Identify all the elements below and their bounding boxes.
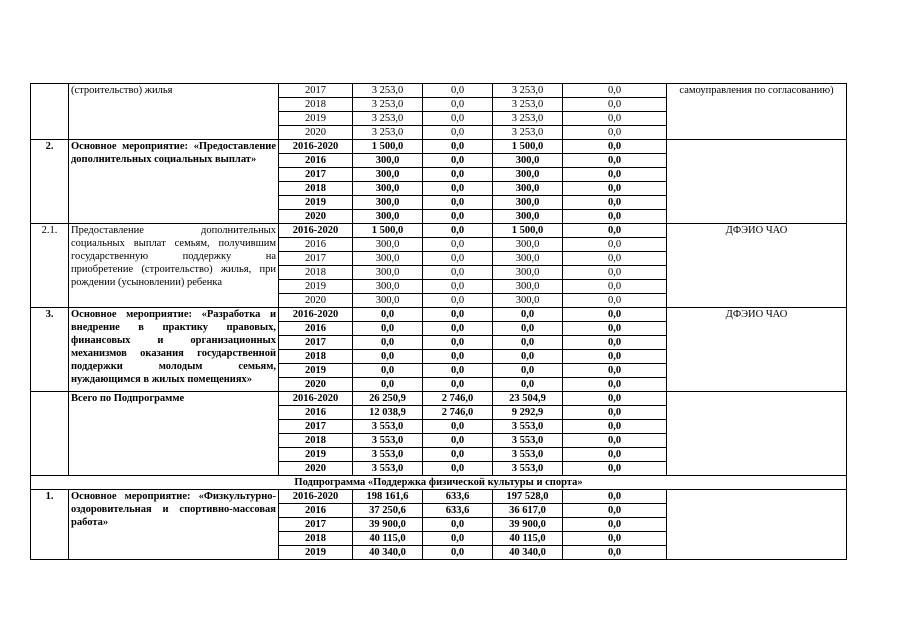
federal-cell: 0,0 (423, 182, 493, 196)
regional-cell: 300,0 (493, 154, 563, 168)
item-description: Основное мероприятие: «Разработка и внедрение в практику правовых, финансовых и организационных механизмов оказания государственной поддержки молодым семьям, нуждающимся в жилых помещениях» (69, 308, 279, 392)
period-cell: 2018 (279, 266, 353, 280)
total-cell: 300,0 (353, 154, 423, 168)
other-cell: 0,0 (563, 182, 667, 196)
other-cell: 0,0 (563, 322, 667, 336)
period-cell: 2017 (279, 518, 353, 532)
period-cell: 2018 (279, 98, 353, 112)
total-cell: 300,0 (353, 294, 423, 308)
federal-cell: 0,0 (423, 434, 493, 448)
federal-cell: 0,0 (423, 378, 493, 392)
regional-cell: 300,0 (493, 196, 563, 210)
total-cell: 0,0 (353, 350, 423, 364)
federal-cell: 0,0 (423, 154, 493, 168)
other-cell: 0,0 (563, 378, 667, 392)
period-cell: 2016-2020 (279, 140, 353, 154)
period-cell: 2016-2020 (279, 392, 353, 406)
total-cell: 3 253,0 (353, 98, 423, 112)
total-cell: 0,0 (353, 364, 423, 378)
period-cell: 2020 (279, 210, 353, 224)
regional-cell: 0,0 (493, 308, 563, 322)
total-cell: 40 340,0 (353, 546, 423, 560)
other-cell: 0,0 (563, 336, 667, 350)
total-cell: 0,0 (353, 308, 423, 322)
federal-cell: 0,0 (423, 168, 493, 182)
federal-cell: 0,0 (423, 252, 493, 266)
other-cell: 0,0 (563, 266, 667, 280)
total-cell: 3 553,0 (353, 434, 423, 448)
federal-cell: 2 746,0 (423, 406, 493, 420)
period-cell: 2020 (279, 462, 353, 476)
period-cell: 2019 (279, 546, 353, 560)
responsible-executor: ДФЭИО ЧАО (667, 224, 847, 308)
regional-cell: 300,0 (493, 238, 563, 252)
federal-cell: 0,0 (423, 336, 493, 350)
regional-cell: 40 115,0 (493, 532, 563, 546)
regional-cell: 3 553,0 (493, 420, 563, 434)
total-cell: 26 250,9 (353, 392, 423, 406)
total-cell: 0,0 (353, 322, 423, 336)
regional-cell: 300,0 (493, 168, 563, 182)
total-cell: 1 500,0 (353, 224, 423, 238)
responsible-executor: ДФЭИО ЧАО (667, 308, 847, 392)
total-cell: 0,0 (353, 336, 423, 350)
federal-cell: 0,0 (423, 364, 493, 378)
federal-cell: 0,0 (423, 224, 493, 238)
regional-cell: 40 340,0 (493, 546, 563, 560)
regional-cell: 3 553,0 (493, 434, 563, 448)
period-cell: 2016 (279, 322, 353, 336)
subprogram-title: Подпрограмма «Поддержка физической культуры и спорта» (31, 476, 847, 490)
subprogram-header-row (31, 476, 847, 490)
other-cell: 0,0 (563, 210, 667, 224)
federal-cell: 633,6 (423, 504, 493, 518)
other-cell: 0,0 (563, 490, 667, 504)
total-cell: 300,0 (353, 168, 423, 182)
period-cell: 2017 (279, 252, 353, 266)
period-cell: 2016-2020 (279, 490, 353, 504)
federal-cell: 0,0 (423, 84, 493, 98)
other-cell: 0,0 (563, 350, 667, 364)
period-cell: 2016-2020 (279, 224, 353, 238)
regional-cell: 300,0 (493, 294, 563, 308)
period-cell: 2019 (279, 280, 353, 294)
regional-cell: 0,0 (493, 350, 563, 364)
item-number: 1. (31, 490, 69, 560)
other-cell: 0,0 (563, 168, 667, 182)
period-cell: 2020 (279, 378, 353, 392)
total-cell: 300,0 (353, 266, 423, 280)
total-cell: 3 553,0 (353, 448, 423, 462)
total-cell: 0,0 (353, 378, 423, 392)
responsible-executor (667, 392, 847, 476)
item-description: Предоставление дополнительных социальных выплат семьям, получившим государственную поддержку на приобретение (строительство) жилья, при рождении (усыновлении) ребенка (69, 224, 279, 308)
period-cell: 2018 (279, 532, 353, 546)
other-cell: 0,0 (563, 546, 667, 560)
period-cell: 2018 (279, 182, 353, 196)
period-cell: 2016 (279, 154, 353, 168)
other-cell: 0,0 (563, 280, 667, 294)
regional-cell: 1 500,0 (493, 224, 563, 238)
period-cell: 2017 (279, 420, 353, 434)
period-cell: 2016 (279, 406, 353, 420)
table-row (31, 140, 847, 154)
period-cell: 2017 (279, 336, 353, 350)
other-cell: 0,0 (563, 126, 667, 140)
regional-cell: 3 253,0 (493, 126, 563, 140)
total-cell: 300,0 (353, 196, 423, 210)
period-cell: 2017 (279, 84, 353, 98)
total-cell: 12 038,9 (353, 406, 423, 420)
item-number (31, 84, 69, 140)
federal-cell: 0,0 (423, 546, 493, 560)
item-number: 2. (31, 140, 69, 224)
table-row (31, 224, 847, 238)
item-description: Основное мероприятие: «Физкультурно-оздоровительная и спортивно-массовая работа» (69, 490, 279, 560)
table-row (31, 308, 847, 322)
regional-cell: 9 292,9 (493, 406, 563, 420)
other-cell: 0,0 (563, 238, 667, 252)
regional-cell: 1 500,0 (493, 140, 563, 154)
item-description: Основное мероприятие: «Предоставление дополнительных социальных выплат» (69, 140, 279, 224)
other-cell: 0,0 (563, 84, 667, 98)
total-cell: 300,0 (353, 238, 423, 252)
regional-cell: 3 253,0 (493, 112, 563, 126)
regional-cell: 300,0 (493, 182, 563, 196)
item-number: 2.1. (31, 224, 69, 308)
total-cell: 37 250,6 (353, 504, 423, 518)
regional-cell: 23 504,9 (493, 392, 563, 406)
other-cell: 0,0 (563, 406, 667, 420)
total-cell: 3 553,0 (353, 420, 423, 434)
regional-cell: 36 617,0 (493, 504, 563, 518)
other-cell: 0,0 (563, 252, 667, 266)
federal-cell: 0,0 (423, 140, 493, 154)
regional-cell: 0,0 (493, 378, 563, 392)
other-cell: 0,0 (563, 364, 667, 378)
item-number: 3. (31, 308, 69, 392)
item-description: Всего по Подпрограмме (69, 392, 279, 476)
other-cell: 0,0 (563, 532, 667, 546)
other-cell: 0,0 (563, 308, 667, 322)
period-cell: 2019 (279, 196, 353, 210)
other-cell: 0,0 (563, 224, 667, 238)
other-cell: 0,0 (563, 294, 667, 308)
other-cell: 0,0 (563, 392, 667, 406)
table-row (31, 490, 847, 504)
regional-cell: 300,0 (493, 252, 563, 266)
regional-cell: 0,0 (493, 322, 563, 336)
federal-cell: 2 746,0 (423, 392, 493, 406)
federal-cell: 0,0 (423, 462, 493, 476)
item-number (31, 392, 69, 476)
period-cell: 2016 (279, 504, 353, 518)
federal-cell: 0,0 (423, 126, 493, 140)
responsible-executor (667, 140, 847, 224)
federal-cell: 0,0 (423, 322, 493, 336)
regional-cell: 3 253,0 (493, 84, 563, 98)
period-cell: 2016 (279, 238, 353, 252)
other-cell: 0,0 (563, 98, 667, 112)
federal-cell: 0,0 (423, 196, 493, 210)
period-cell: 2020 (279, 126, 353, 140)
regional-cell: 300,0 (493, 266, 563, 280)
other-cell: 0,0 (563, 462, 667, 476)
table-row (31, 84, 847, 98)
federal-cell: 633,6 (423, 490, 493, 504)
table-row (31, 392, 847, 406)
other-cell: 0,0 (563, 448, 667, 462)
federal-cell: 0,0 (423, 294, 493, 308)
federal-cell: 0,0 (423, 518, 493, 532)
total-cell: 300,0 (353, 182, 423, 196)
regional-cell: 3 253,0 (493, 98, 563, 112)
federal-cell: 0,0 (423, 448, 493, 462)
total-cell: 300,0 (353, 210, 423, 224)
federal-cell: 0,0 (423, 420, 493, 434)
total-cell: 3 253,0 (353, 84, 423, 98)
total-cell: 198 161,6 (353, 490, 423, 504)
other-cell: 0,0 (563, 112, 667, 126)
federal-cell: 0,0 (423, 350, 493, 364)
other-cell: 0,0 (563, 154, 667, 168)
federal-cell: 0,0 (423, 532, 493, 546)
period-cell: 2020 (279, 294, 353, 308)
total-cell: 3 553,0 (353, 462, 423, 476)
period-cell: 2018 (279, 434, 353, 448)
responsible-executor: самоуправления по согласованию) (667, 84, 847, 140)
total-cell: 40 115,0 (353, 532, 423, 546)
item-description: (строительство) жилья (69, 84, 279, 140)
period-cell: 2018 (279, 350, 353, 364)
regional-cell: 39 900,0 (493, 518, 563, 532)
federal-cell: 0,0 (423, 210, 493, 224)
federal-cell: 0,0 (423, 238, 493, 252)
responsible-executor (667, 490, 847, 560)
federal-cell: 0,0 (423, 98, 493, 112)
regional-cell: 3 553,0 (493, 448, 563, 462)
regional-cell: 0,0 (493, 336, 563, 350)
regional-cell: 197 528,0 (493, 490, 563, 504)
regional-cell: 300,0 (493, 210, 563, 224)
period-cell: 2019 (279, 364, 353, 378)
other-cell: 0,0 (563, 518, 667, 532)
total-cell: 300,0 (353, 252, 423, 266)
other-cell: 0,0 (563, 196, 667, 210)
federal-cell: 0,0 (423, 308, 493, 322)
regional-cell: 300,0 (493, 280, 563, 294)
period-cell: 2016-2020 (279, 308, 353, 322)
federal-cell: 0,0 (423, 266, 493, 280)
total-cell: 300,0 (353, 280, 423, 294)
budget-table (30, 83, 847, 560)
period-cell: 2019 (279, 448, 353, 462)
regional-cell: 0,0 (493, 364, 563, 378)
total-cell: 3 253,0 (353, 112, 423, 126)
regional-cell: 3 553,0 (493, 462, 563, 476)
federal-cell: 0,0 (423, 280, 493, 294)
period-cell: 2017 (279, 168, 353, 182)
total-cell: 39 900,0 (353, 518, 423, 532)
total-cell: 3 253,0 (353, 126, 423, 140)
other-cell: 0,0 (563, 140, 667, 154)
total-cell: 1 500,0 (353, 140, 423, 154)
other-cell: 0,0 (563, 434, 667, 448)
other-cell: 0,0 (563, 504, 667, 518)
federal-cell: 0,0 (423, 112, 493, 126)
other-cell: 0,0 (563, 420, 667, 434)
period-cell: 2019 (279, 112, 353, 126)
